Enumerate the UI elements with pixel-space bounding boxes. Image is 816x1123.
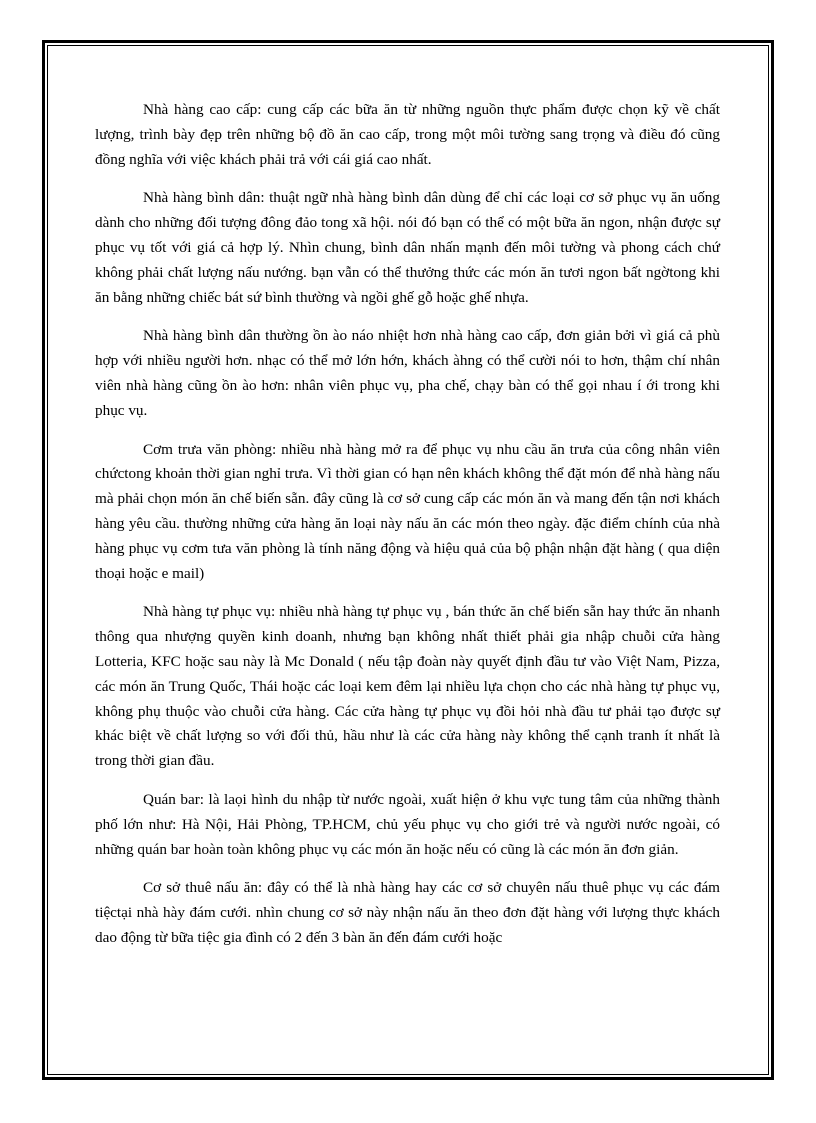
paragraph-self-service: Nhà hàng tự phục vụ: nhiều nhà hàng tự phục vụ , bán thức ăn chế biến sẵn hay thức ăn nhanh thông qua nhượng quyền kinh doanh, nhưng bạn không nhất thiết phải gia nhập chuỗi cửa hàng Lotteria, KFC hoặc sau này là Mc Donald ( nếu tập đoàn này quyết định đầu tư vào Việt Nam, Pizza, các món ăn Trung Quốc, Thái hoặc các loại kem đêm lại nhiều lựa chọn cho các nhà hàng tự phục vụ, không phụ thuộc vào chuỗi cửa hàng. Các cửa hàng tự phục vụ đồi hỏi nhà đầu tư phải tạo được sự khác biệt về chất lượng so với đối thủ, hầu như là các cửa hàng này không thể cạnh tranh ít nhất là trong thời gian đầu. [95, 603, 720, 770]
paragraph-casual-dining: Nhà hàng bình dân: thuật ngữ nhà hàng bình dân dùng để chỉ các loại cơ sở phục vụ ăn uống dành cho những đối tượng đông đảo tong xã hội. nói đó bạn có thể có một bữa ăn ngon, nhận được sự phục vụ tốt với giá cả hợp lý. Nhìn chung, bình dân nhấn mạnh đến môi tường và phong cách chứ không phải chất lượng nấu nướng. bạn vẫn có thể thưởng thức các món ăn tươi ngon bất ngờtong khi ăn bằng những chiếc bát sứ bình thường và ngồi ghế gỗ hoặc ghế nhựa. [95, 189, 720, 306]
paragraph-office-lunch: Cơm trưa văn phòng: nhiều nhà hàng mở ra để phục vụ nhu cầu ăn trưa của công nhân viên chứctong khoản thời gian nghỉ trưa. Vì thời gian có hạn nên khách không thể đặt món để nhà hàng nấu mà phải chọn món ăn chế biến sẵn. đây cũng là cơ sở cung cấp các món ăn và mang đến tận nơi khách hàng yêu cầu. thường những cửa hàng ăn loại này nấu ăn các món theo ngày. đặc điểm chính của nhà hàng phục vụ cơm tưa văn phòng là tính năng động và hiệu quả của bộ phận nhận đặt hàng ( qua diện thoại hoặc e mail) [95, 440, 720, 582]
document-body [95, 98, 720, 965]
paragraph-fine-dining: Nhà hàng cao cấp: cung cấp các bữa ăn từ những nguồn thực phẩm được chọn kỹ về chất lượng, trình bày đẹp trên những bộ đồ ăn cao cấp, trong một môi tường sang trọng và điều đó cũng đồng nghĩa với việc khách phải trả với cái giá cao nhất. [95, 101, 720, 168]
paragraph-casual-dining-atmosphere: Nhà hàng bình dân thường ồn ào náo nhiệt hơn nhà hàng cao cấp, đơn giản bởi vì giá cả phù hợp với nhiều người hơn. nhạc có thể mở lớn hớn, khách àhng có thể cười nói to hơn, thậm chí nhân viên nhà hàng cũng ồn ào hơn: nhân viên phục vụ, pha chế, chạy bàn có thể gọi nhau í ới trong khi phục vụ. [95, 327, 720, 419]
paragraph-catering: Cơ sở thuê nấu ăn: đây có thể là nhà hàng hay các cơ sở chuyên nấu thuê phục vụ các đám tiệctại nhà hày đám cưới. nhìn chung cơ sở này nhận nấu ăn theo đơn đặt hàng với lượng thực khách dao động từ bữa tiệc gia đình có 2 đến 3 bàn ăn đến đám cưới hoặc [95, 879, 720, 946]
paragraph-bar: Quán bar: là laọi hình du nhập từ nước ngoài, xuất hiện ở khu vực tung tâm của những thành phố lớn như: Hà Nội, Hải Phòng, TP.HCM, chủ yếu phục vụ cho giới trẻ và người nước ngoài, có những quán bar hoàn toàn không phục vụ các món ăn hoặc nếu có cũng là các món ăn đơn giản. [95, 790, 720, 858]
